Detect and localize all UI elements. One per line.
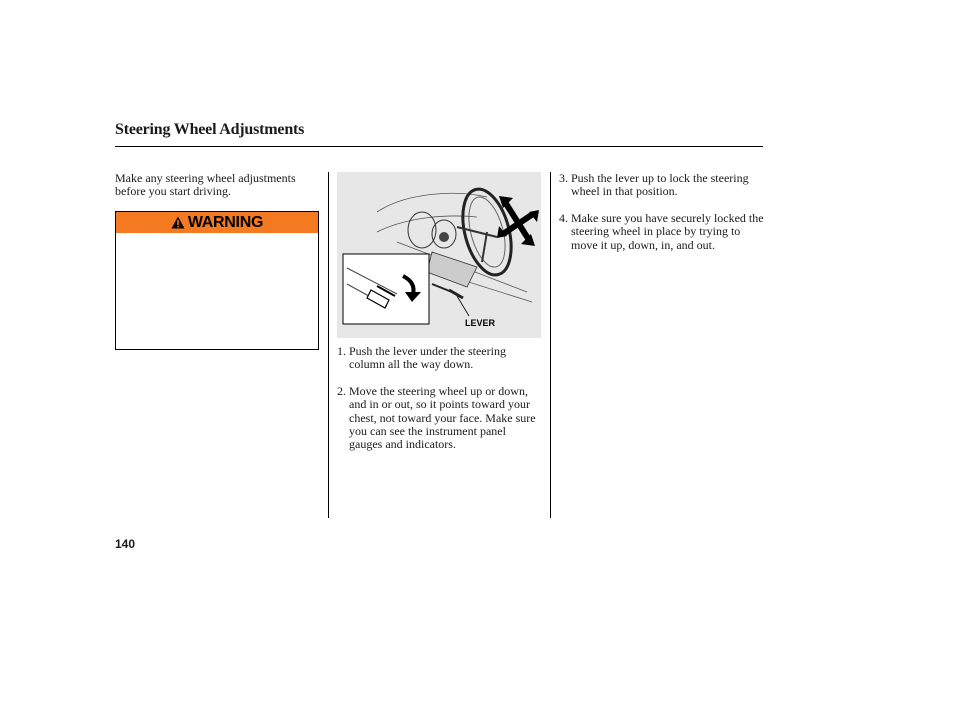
column-divider-right [550,172,551,518]
steering-wheel-icon [337,172,541,338]
warning-box [115,211,319,350]
step-text: Move the steering wheel up or down, and in or out, so it points toward your chest, not toward your face. Make sure you can see the instrument panel gauges and indicators. [349,384,536,452]
warning-header [116,212,318,233]
title-divider [115,146,763,147]
step-4 [559,212,765,252]
step-1 [337,345,542,372]
intro-paragraph: Make any steering wheel adjustments before you start driving. [115,171,296,199]
page-number: 140 [115,537,136,551]
page-title: Steering Wheel Adjustments [115,121,305,138]
step-3 [559,172,765,199]
lever-label: LEVER [465,318,496,328]
adjust-arrow-icon [497,196,539,246]
step-number: 3. [559,171,568,185]
step-number: 2. [337,384,346,398]
step-text: Make sure you have securely locked the steering wheel in place by trying to move it up, down, in, and out. [571,211,764,252]
step-text: Push the lever up to lock the steering wheel in that position. [571,171,749,199]
warning-label: WARNING [187,213,264,231]
step-number: 1. [337,344,346,358]
warning-triangle-icon [171,216,185,229]
steering-illustration [337,172,541,338]
column-divider-left [328,172,329,518]
step-text: Push the lever under the steering column all the way down. [349,344,506,372]
step-2 [337,385,542,451]
step-number: 4. [559,211,568,225]
